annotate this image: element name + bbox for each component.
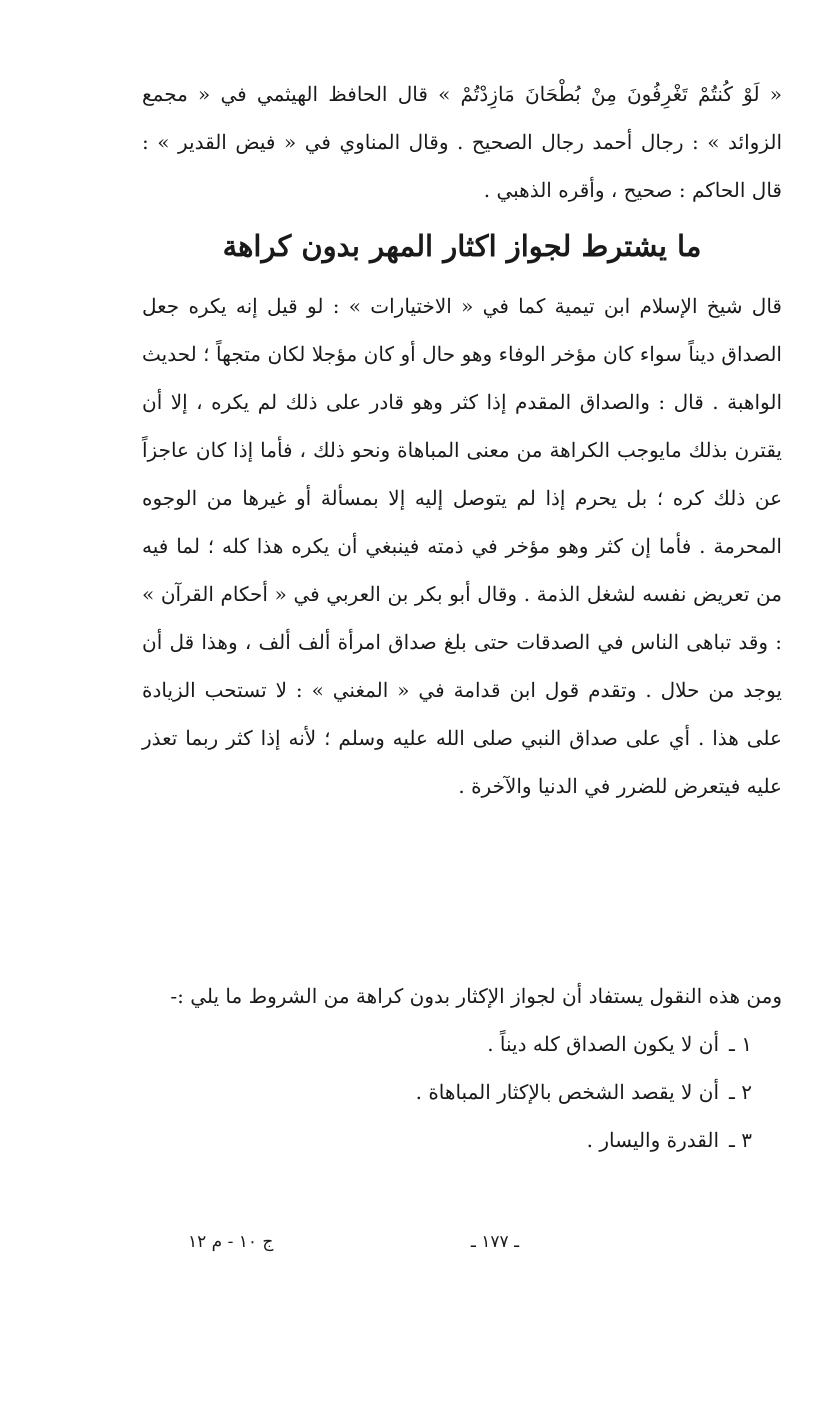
list-item-number: ٣ ـ	[729, 1128, 752, 1152]
quote-paragraph: قال شيخ الإسلام ابن تيمية كما في « الاختيارات » : لو قيل إنه يكره جعل الصداق ديناً سواء كان مؤخر الوفاء وهو حال أو كان مؤجلا لكان متجهاً ؛ لحديث الواهبة . قال : والصداق المقدم إذا كثر وهو قادر على ذلك لم يكره ، إلا أن يقترن بذلك مايوجب الكراهة من معنى المباهاة ونحو ذلك ، فأما إذا كان عاجزاً عن ذلك كره ؛ بل يحرم إذا لم يتوصل إليه إلا بمسألة أو غيرها من الوجوه المحرمة . فأما إن كثر وهو مؤخر في ذمته فينبغي أن يكره هذا كله ؛ لما فيه من تعريض نفسه لشغل الذمة . وقال أبو بكر بن العربي في « أحكام القرآن » : وقد تباهى الناس في الصدقات حتى بلغ صداق امرأة ألف ألف ، وهذا قل أن يوجد من حلال . وتقدم قول ابن قدامة في « المغني » : لا تستحب الزيادة على هذا . أي على صداق النبي صلى الله عليه وسلم ؛ لأنه إذا كثر ربما تعذر عليه فيتعرض للضرر في الدنيا والآخرة .	[142, 294, 782, 798]
list-item-number: ٢ ـ	[729, 1080, 752, 1104]
list-item	[142, 1116, 752, 1164]
conclusion-paragraph: ومن هذه النقول يستفاد أن لجواز الإكثار بدون كراهة من الشروط ما يلي :-	[170, 984, 782, 1008]
list-item-text: أن لا يكون الصداق كله ديناً .	[487, 1032, 720, 1056]
printer-signature: ج ١٠ - م ١٢	[188, 1232, 274, 1252]
conditions-list	[142, 1020, 782, 1164]
list-item-text: القدرة واليسار .	[586, 1128, 720, 1152]
list-item	[142, 1068, 752, 1116]
page-number: ـ ١٧٧ ـ	[470, 1232, 520, 1252]
list-item-number: ١ ـ	[729, 1032, 752, 1056]
list-item	[142, 1020, 752, 1068]
intro-paragraph: « لَوْ كُنتُمْ تَغْرِفُونَ مِنْ بُطْحَانَ مَازِدْتُمْ » قال الحافظ الهيثمي في « مجمع الزوائد » : رجال أحمد رجال الصحيح . وقال المناوي في « فيض القدير » : قال الحاكم : صحيح ، وأقره الذهبي .	[142, 82, 782, 202]
page-footer	[0, 1232, 820, 1262]
conclusion-section	[142, 972, 782, 1164]
section-heading: ما يشترط لجواز اكثار المهر بدون كراهة	[222, 229, 702, 263]
list-item-text: أن لا يقصد الشخص بالإكثار المباهاة .	[415, 1080, 720, 1104]
